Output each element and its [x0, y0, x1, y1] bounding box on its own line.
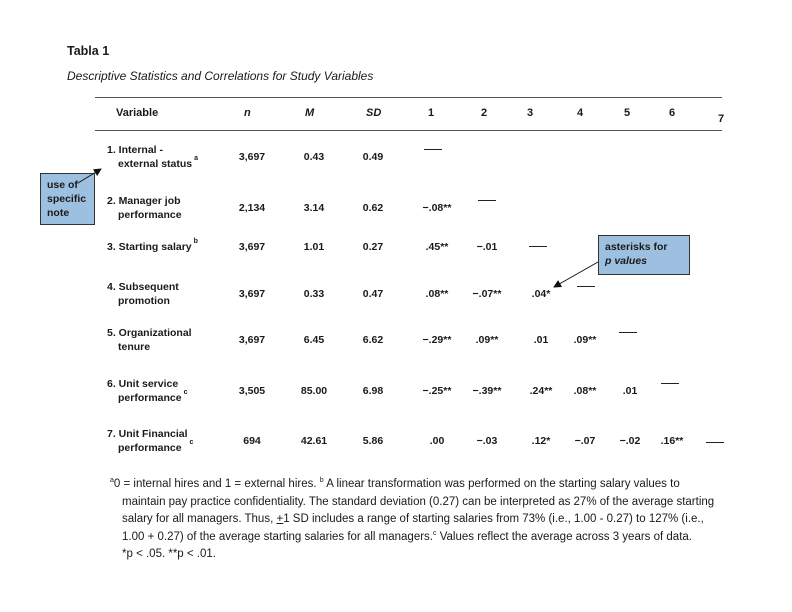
- cell-m: 85.00: [300, 385, 328, 397]
- cell-sd: 0.27: [362, 241, 384, 253]
- cell-sd: 6.98: [362, 385, 384, 397]
- row-label: 2. Manager job performance: [107, 195, 182, 221]
- table-title: Tabla 1: [67, 44, 110, 58]
- cell-sd: 5.86: [362, 435, 384, 447]
- cell-n: 3,505: [238, 385, 266, 397]
- cell-c5: −.02: [619, 435, 641, 447]
- row-label: 6. Unit service performance c: [107, 378, 188, 404]
- header-sd: SD: [366, 107, 382, 119]
- cell-n: 3,697: [238, 241, 266, 253]
- cell-sd: 0.49: [362, 151, 384, 163]
- header-variable: Variable: [116, 107, 159, 119]
- header-col-1: 1: [428, 107, 435, 119]
- footnote-text: $^a$0 = internal hires and 1 = external hires. $^b$ A linear transformation was performed on the starting salary values to maintain pay practice confidentiality. The standard deviation (0.27) can be interpreted as 27% of the average starting salary for all managers. Thus, +1 SD includes a range of starting salaries from 73% (i.e., 1.00 - 0.27) to 127% (i.e., 1.00 + 0.27) of the average starting salaries for all managers.$^c$ Values reflect the average across 3 years of data.: [110, 477, 715, 543]
- table-footnote: [110, 476, 722, 564]
- cell-n: 3,697: [238, 151, 266, 163]
- cell-n: 694: [243, 435, 261, 447]
- cell-c4: .08**: [573, 385, 597, 397]
- callout-line: asterisks for: [605, 241, 668, 253]
- row-label: 5. Organizational tenure: [107, 327, 192, 353]
- cell-c2: −.03: [476, 435, 498, 447]
- header-col-6: 6: [669, 107, 676, 119]
- cell-m: 42.61: [300, 435, 328, 447]
- cell-sd: 0.62: [362, 202, 384, 214]
- cell-c4: −.07: [574, 435, 596, 447]
- cell-m: 1.01: [303, 241, 325, 253]
- header-col-3: 3: [527, 107, 534, 119]
- cell-m: 0.33: [303, 288, 325, 300]
- cell-c3: .01: [533, 334, 549, 346]
- cell-m: 6.45: [303, 334, 325, 346]
- cell-n: 3,697: [238, 334, 266, 346]
- row-label: 4. Subsequent promotion: [107, 281, 179, 307]
- header-n: n: [244, 107, 251, 119]
- callout-line: use of: [47, 179, 78, 191]
- header-col-2: 2: [481, 107, 488, 119]
- cell-c3: .12*: [531, 435, 551, 447]
- cell-m: 0.43: [303, 151, 325, 163]
- cell-c1: −.08**: [422, 202, 452, 214]
- cell-c2: −.07**: [472, 288, 502, 300]
- cell-c2: .09**: [475, 334, 499, 346]
- row-label: 3. Starting salary b: [107, 238, 198, 253]
- cell-sd: 6.62: [362, 334, 384, 346]
- cell-c4: .09**: [573, 334, 597, 346]
- cell-c3: .04*: [531, 288, 551, 300]
- cell-c1: −.29**: [422, 334, 452, 346]
- cell-c3: .24**: [529, 385, 553, 397]
- cell-c1: .45**: [425, 241, 449, 253]
- callout-line: note: [47, 207, 70, 219]
- cell-n: 3,697: [238, 288, 266, 300]
- callout-line: p values: [605, 255, 648, 267]
- callout-line: specific: [47, 193, 87, 205]
- significance-note: *p < .05. **p < .01.: [122, 548, 216, 560]
- row-label: 1. Internal - external status a: [107, 144, 199, 170]
- cell-c5: .01: [622, 385, 638, 397]
- table-subtitle: Descriptive Statistics and Correlations for Study Variables: [67, 69, 374, 83]
- cell-sd: 0.47: [362, 288, 384, 300]
- header-col-5: 5: [624, 107, 631, 119]
- cell-c1: .00: [429, 435, 445, 447]
- arrow-to-asterisk: [554, 262, 598, 287]
- row-label: 7. Unit Financial performance c: [107, 428, 194, 454]
- header-col-4: 4: [577, 107, 584, 119]
- cell-c2: −.01: [476, 241, 498, 253]
- cell-c1: .08**: [425, 288, 449, 300]
- cell-c1: −.25**: [422, 385, 452, 397]
- cell-c6: .16**: [660, 435, 684, 447]
- header-mean: M: [305, 107, 315, 119]
- cell-m: 3.14: [303, 202, 325, 214]
- cell-n: 2,134: [238, 202, 266, 214]
- header-col-7: 7: [718, 113, 725, 125]
- cell-c2: −.39**: [472, 385, 502, 397]
- arrow-to-specific-note: [78, 169, 101, 183]
